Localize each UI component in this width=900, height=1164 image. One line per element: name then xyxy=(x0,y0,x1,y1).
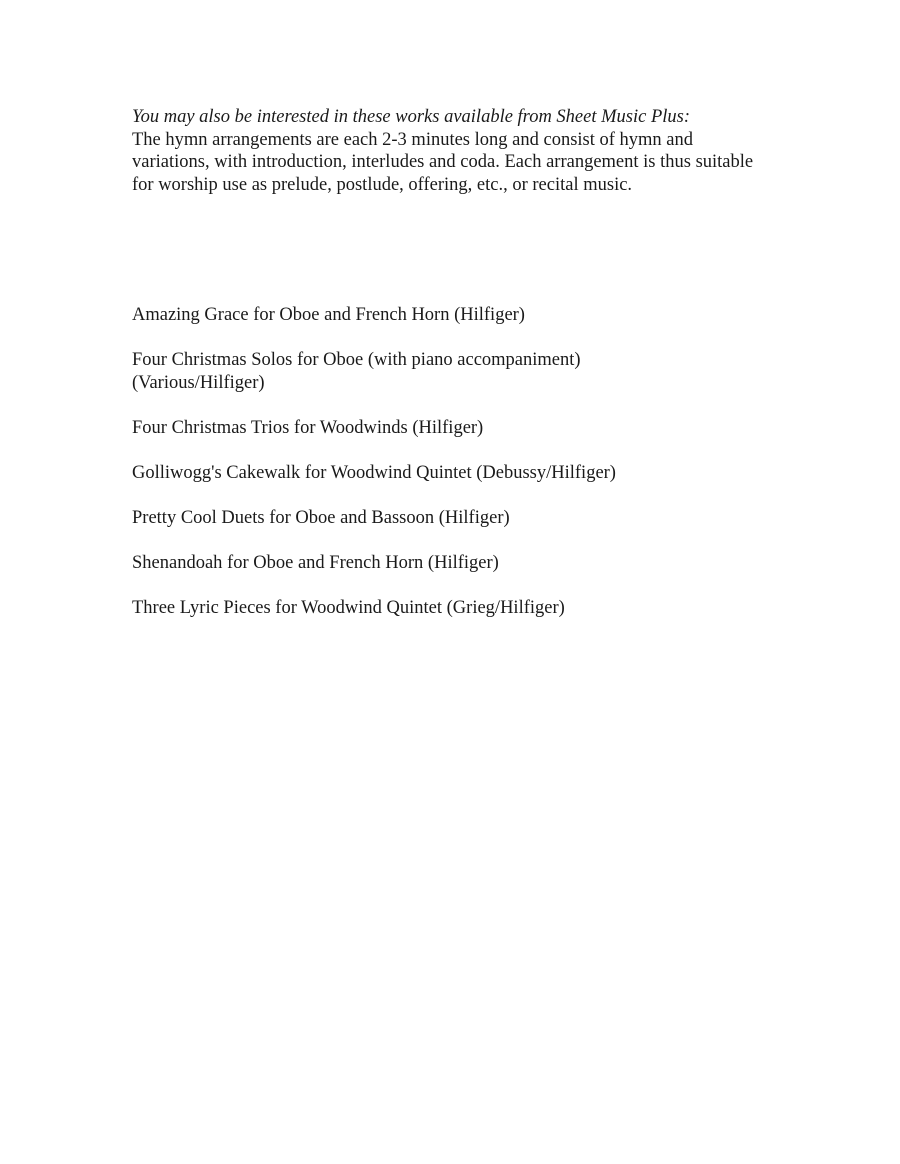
intro-heading: You may also be interested in these works available from Sheet Music Plus: xyxy=(132,107,691,127)
work-item-four-christmas-trios: Four Christmas Trios for Woodwinds (Hilfiger) xyxy=(132,417,484,438)
work-item-three-lyric-pieces: Three Lyric Pieces for Woodwind Quintet (Grieg/Hilfiger) xyxy=(132,597,565,618)
work-item-amazing-grace: Amazing Grace for Oboe and French Horn (Hilfiger) xyxy=(132,305,525,325)
works-list xyxy=(132,304,692,642)
page-content xyxy=(132,106,772,618)
intro-body: The hymn arrangements are each 2-3 minutes long and consist of hymn and variations, with introduction, interludes and coda. Each arrangement is thus suitable for worship use as prelude, postlude, offering, etc., or recital music. xyxy=(132,129,754,195)
work-item-shenandoah: Shenandoah for Oboe and French Horn (Hilfiger) xyxy=(132,552,499,573)
work-item-pretty-cool-duets: Pretty Cool Duets for Oboe and Bassoon (Hilfiger) xyxy=(132,507,510,528)
work-item-four-christmas-solos: Four Christmas Solos for Oboe (with piano accompaniment) (Various/Hilfiger) xyxy=(132,350,581,393)
work-item-golliwoggs-cakewalk: Golliwogg's Cakewalk for Woodwind Quintet (Debussy/Hilfiger) xyxy=(132,462,616,483)
intro-paragraph xyxy=(132,106,772,196)
